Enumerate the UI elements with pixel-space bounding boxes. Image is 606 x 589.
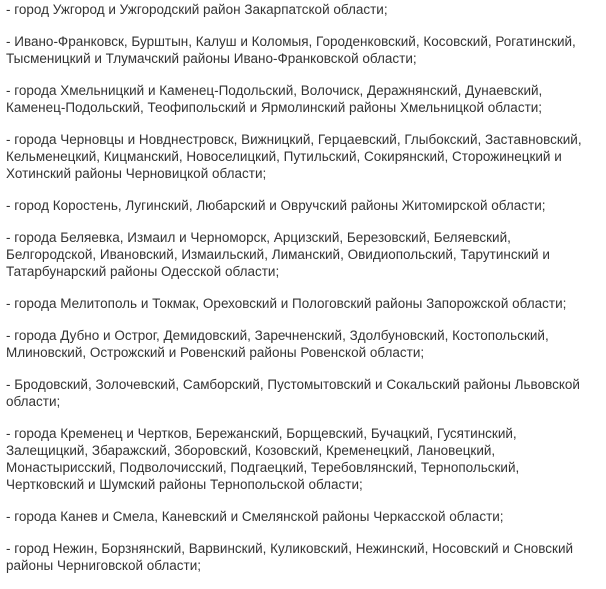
list-item-cherkasy: - города Канев и Смела, Каневский и Смелянской районы Черкасской области; <box>6 509 504 524</box>
list-item-chernivtsi: - города Черновцы и Новднестровск, Вижницкий, Герцаевский, Глыбокский, Заставновский, Кельменецкий, Кицманский, Новоселицкий, Путильский, Сокирянский, Сторожинецкий и Хотинский районы Черновицкой области; <box>6 132 582 181</box>
list-item-zaporizhzhia: - города Мелитополь и Токмак, Ореховский и Пологовский районы Запорожской области; <box>6 296 567 311</box>
list-item-lviv: - Бродовский, Золочевский, Самборский, Пустомытовский и Сокальский районы Львовской области; <box>6 377 580 409</box>
list-item-zhytomyr: - город Коростень, Лугинский, Любарский и Овручский районы Житомирской области; <box>6 198 546 213</box>
list-item-zakarpattia: - город Ужгород и Ужгородский район Закарпатской области; <box>6 2 388 17</box>
list-item-odesa: - города Беляевка, Измаил и Черноморск, Арцизский, Березовский, Беляевский, Белгородской, Ивановский, Измаильский, Лиманский, Овидиопольский, Тарутинский и Татарбунарский районы Одесской области; <box>6 230 550 279</box>
list-item-khmelnytskyi: - города Хмельницкий и Каменец-Подольский, Волочиск, Деражнянский, Дунаевский, Каменец-Подольский, Теофипольский и Ярмолинский районы Хмельницкой области; <box>6 83 543 115</box>
list-item-rivne: - города Дубно и Острог, Демидовский, Заречненский, Здолбуновский, Костопольский, Млиновский, Острожский и Ровенский районы Ровенской области; <box>6 328 549 360</box>
list-item-ternopil: - города Кременец и Чертков, Бережанский, Борщевский, Бучацкий, Гусятинский, Залещицкий, Збаражский, Зборовский, Козовский, Кременецкий, Лановецкий, Монастырисский, Подволочисский, Подгаецкий, Теребовлянский, Тернопольский, Чертковский и Шумский районы Тернопольской области; <box>6 426 520 492</box>
list-item-ivano-frankivsk: - Ивано-Франковск, Бурштын, Калуш и Коломыя, Городенковский, Косовский, Рогатинский, Тысменицкий и Тлумачский районы Ивано-Франковской области; <box>6 34 576 66</box>
list-item-chernihiv: - город Нежин, Борзнянский, Варвинский, Куликовский, Нежинский, Носовский и Сновский районы Черниговской области; <box>6 541 574 573</box>
document-body <box>6 0 600 589</box>
